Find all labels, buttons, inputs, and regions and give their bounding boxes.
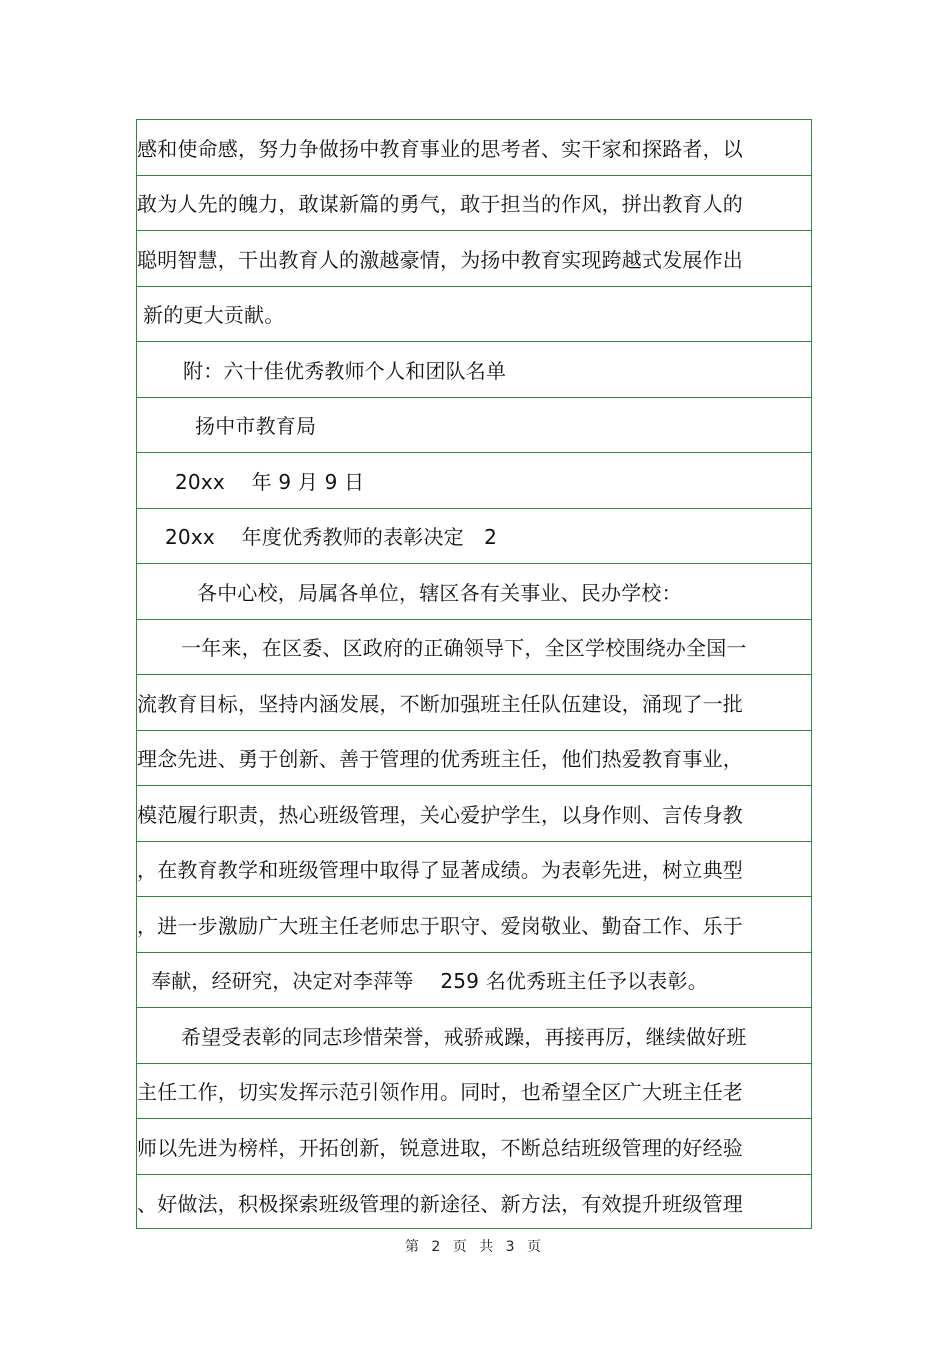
text-line-content: 聪明智慧，干出教育人的激越豪情，为扬中教育实现跨越式发展作出	[137, 247, 743, 272]
text-line	[137, 1175, 811, 1231]
text-line-content: 师以先进为榜样，开拓创新，锐意进取，不断总结班级管理的好经验	[137, 1135, 743, 1160]
text-line	[137, 731, 811, 787]
text-line	[137, 398, 811, 454]
text-line-content: 感和使命感，努力争做扬中教育事业的思考者、实干家和探路者，以	[137, 136, 743, 161]
text-line-content: 各中心校，局属各单位，辖区各有关事业、民办学校：	[197, 580, 682, 605]
text-line-content: 扬中市教育局	[195, 414, 317, 439]
text-line	[137, 120, 811, 176]
text-line	[137, 675, 811, 731]
text-line-content: 奉献，经研究，决定对李萍等 259 名优秀班主任予以表彰。	[151, 969, 708, 994]
text-line	[137, 453, 811, 509]
text-line	[137, 1064, 811, 1120]
text-line	[137, 231, 811, 287]
text-line	[137, 786, 811, 842]
page-number-footer: 第 2 页 共 3 页	[404, 1239, 546, 1255]
text-line-content: ，进一步激励广大班主任老师忠于职守、爱岗敬业、勤奋工作、乐于	[137, 913, 743, 938]
text-line-content: 流教育目标，坚持内涵发展，不断加强班主任队伍建设，涌现了一批	[137, 691, 743, 716]
text-line-content: 理念先进、勇于创新、善于管理的优秀班主任，他们热爱教育事业，	[137, 747, 743, 772]
text-line	[137, 620, 811, 676]
text-line-content: ，在教育教学和班级管理中取得了显著成绩。为表彰先进，树立典型	[137, 858, 743, 883]
text-line	[137, 287, 811, 343]
text-line	[137, 509, 811, 565]
text-line	[137, 1008, 811, 1064]
text-line	[137, 564, 811, 620]
text-line-content: 希望受表彰的同志珍惜荣誉，戒骄戒躁，再接再厉，继续做好班	[181, 1024, 747, 1049]
text-line	[137, 953, 811, 1009]
text-line-content: 模范履行职责，热心班级管理，关心爱护学生，以身作则、言传身教	[137, 802, 743, 827]
text-line-content: 新的更大贡献。	[143, 303, 285, 328]
text-line-content: 20xx 年 9 月 9 日	[175, 469, 365, 494]
text-line	[137, 897, 811, 953]
text-line-content: 敢为人先的魄力，敢谋新篇的勇气，敢于担当的作风，拼出教育人的	[137, 192, 743, 217]
text-line	[137, 176, 811, 232]
text-line	[137, 842, 811, 898]
document-body	[136, 119, 812, 1229]
text-line-content: 一年来，在区委、区政府的正确领导下，全区学校围绕办全国一	[181, 636, 747, 661]
text-line-content: 附：六十佳优秀教师个人和团队名单	[183, 358, 507, 383]
text-line	[137, 1119, 811, 1175]
text-line-content: 20xx 年度优秀教师的表彰决定 2	[165, 525, 498, 550]
text-line-content: 主任工作，切实发挥示范引领作用。同时，也希望全区广大班主任老	[137, 1080, 743, 1105]
text-line	[137, 342, 811, 398]
text-line-content: 、好做法，积极探索班级管理的新途径、新方法，有效提升班级管理	[137, 1191, 743, 1216]
